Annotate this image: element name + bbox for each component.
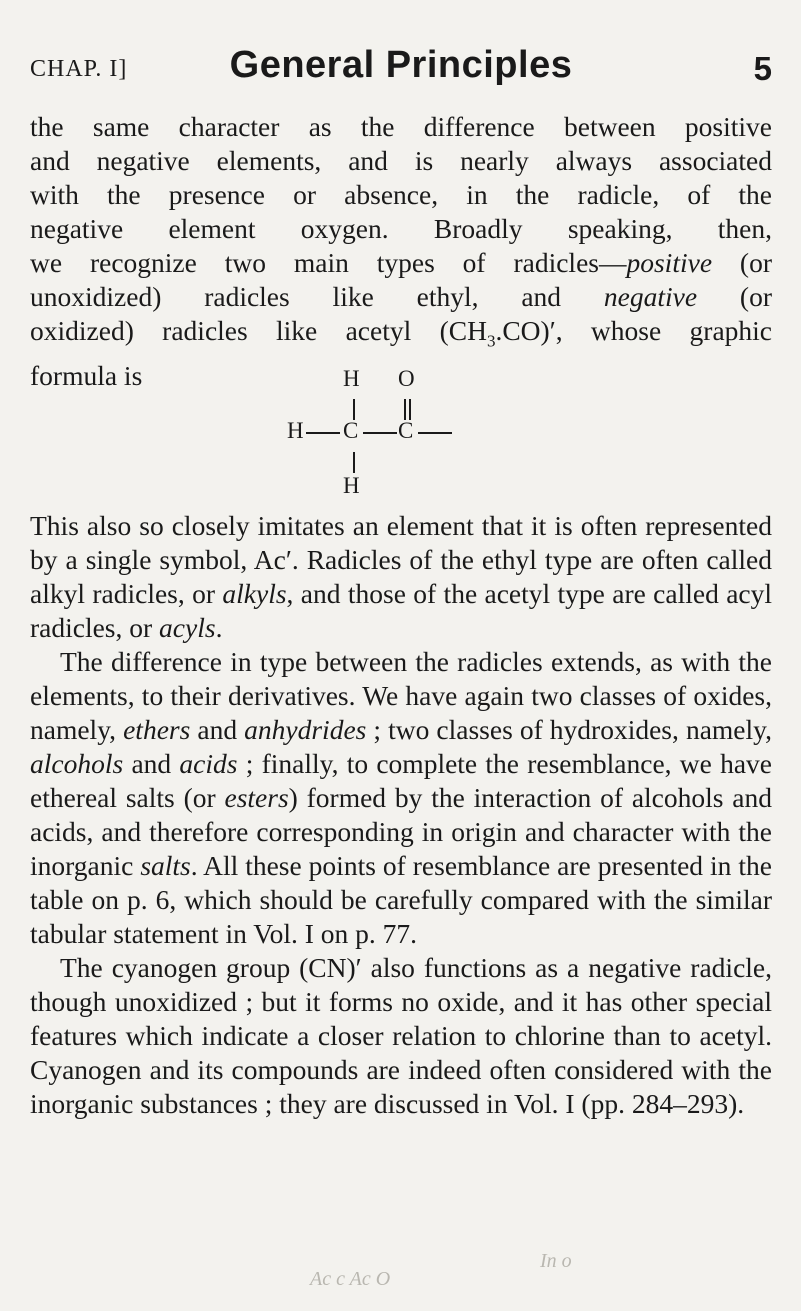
italic-term: ethers	[123, 714, 191, 745]
p1-line-2: and negative elements, and is nearly always associated	[30, 145, 772, 176]
p1-line-5: we recognize two main types of radicles—positive (or	[30, 247, 772, 278]
formula-top-h: H	[343, 366, 360, 391]
bond-h-c	[306, 432, 340, 434]
p1-line-3: with the presence or absence, in the radicle, of the	[30, 179, 772, 210]
italic-term: esters	[224, 782, 289, 813]
page-number: 5	[753, 50, 772, 87]
paragraph-2: This also so closely imitates an element that it is often represented by a single symbol, Ac′. Radicles of the ethyl type are often called alkyl radicles, or alkyls, and those of the acetyl type are called acyl radicles, or acyls.	[30, 510, 772, 643]
page-title: General Principles	[229, 44, 573, 86]
italic-term: acyls	[159, 612, 216, 643]
bond-c-c	[363, 432, 397, 434]
chapter-label: CHAP. I]	[30, 56, 128, 82]
p1-line-1: the same character as the difference between positive	[30, 111, 772, 142]
italic-term: alkyls	[222, 578, 287, 609]
formula-carbon-2: C	[398, 418, 414, 443]
margin-smudge-left: Ac c Ac O	[310, 1268, 391, 1290]
double-bond-left	[404, 399, 406, 420]
p1-line-4: negative element oxygen. Broadly speaking, then,	[30, 213, 772, 244]
italic-term: anhydrides	[244, 714, 367, 745]
p1-line-8: formula is	[30, 359, 143, 391]
formula-top-o: O	[398, 366, 415, 391]
formula-carbon-1: C	[343, 418, 359, 443]
p1-line-7: oxidized) radicles like acetyl $(CH_3.CO)'$, whose graphic	[30, 315, 772, 351]
bond-free-valence	[418, 432, 452, 434]
italic-term: acids	[179, 748, 238, 779]
margin-smudge-right: In o	[540, 1250, 572, 1272]
formula-bottom-h: H	[343, 473, 360, 498]
paragraph-1	[30, 110, 772, 393]
single-bond-up	[353, 399, 355, 420]
italic-term: salts	[140, 850, 191, 881]
italic-term: positive	[626, 247, 713, 278]
double-bond-right	[409, 399, 411, 420]
italic-term: negative	[603, 281, 698, 312]
p1-line-6: unoxidized) radicles like ethyl, and negative (or	[30, 281, 772, 312]
formula-left-h: H	[287, 418, 304, 443]
single-bond-down	[353, 452, 355, 473]
paragraph-3: The difference in type between the radicles extends, as with the elements, to their derivatives. We have again two classes of oxides, namely, ethers and anhydrides ; two classes of hydroxides, namely, alcohols and acids ; finally, to complete the resemblance, we have ethereal salts (or esters) formed by the interaction of alcohols and acids, and therefore corresponding in origin and character with the inorganic salts. All these points of resemblance are presented in the table on p. 6, which should be carefully compared with the similar tabular statement in Vol. I on p. 77.	[30, 646, 773, 949]
italic-term: alcohols	[30, 748, 124, 779]
paragraph-4: The cyanogen group (CN)′ also functions as a negative radicle, though unoxidized ; but it forms no oxide, and it has other special features which indicate a closer relation to chlorine than to acetyl. Cyanogen and its compounds are indeed often considered with the inorganic substances ; they are discussed in Vol. I (pp. 284–293).	[30, 952, 772, 1119]
running-header	[30, 44, 772, 98]
body-text	[30, 509, 772, 1121]
acetyl-structural-formula	[287, 366, 450, 506]
